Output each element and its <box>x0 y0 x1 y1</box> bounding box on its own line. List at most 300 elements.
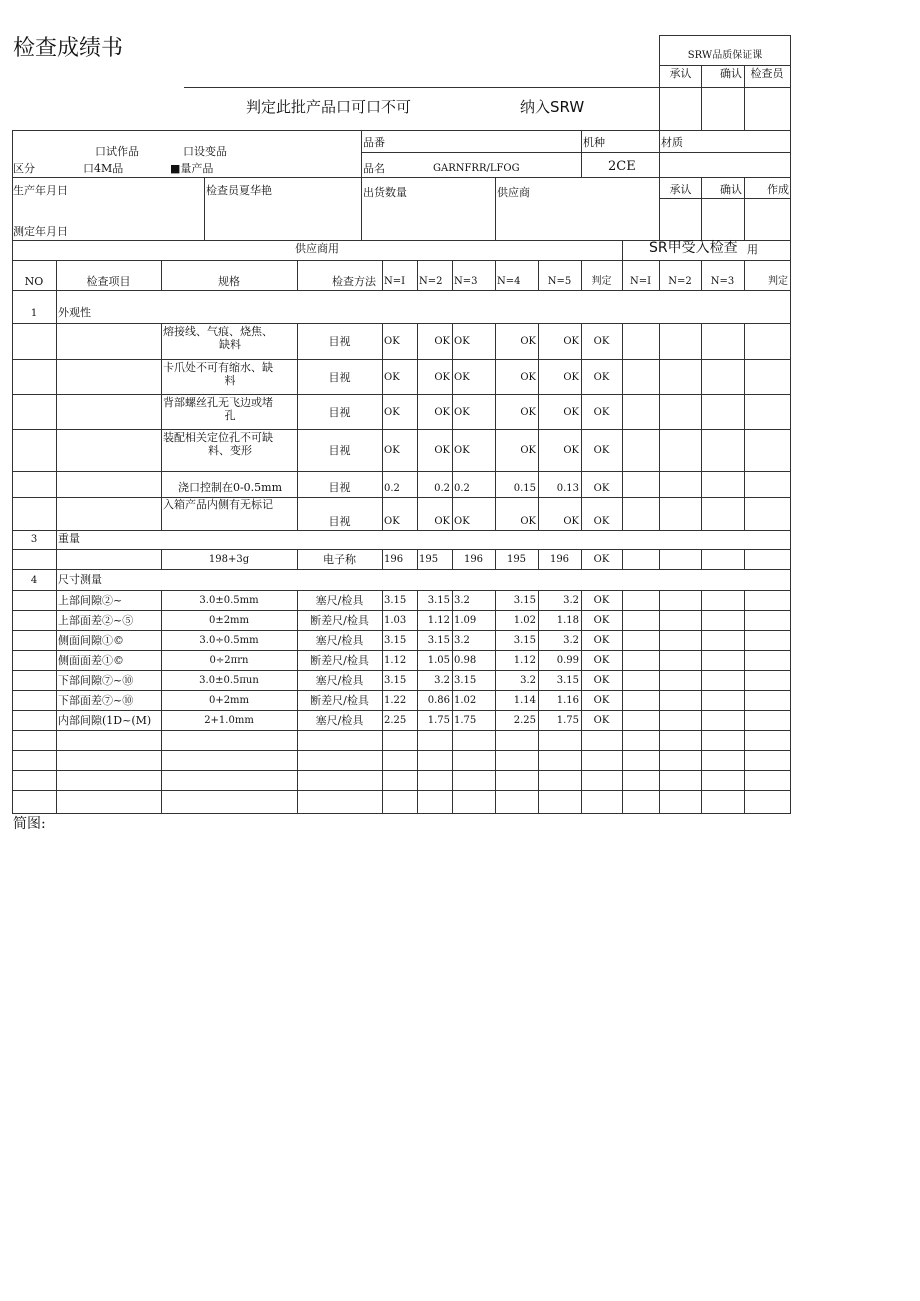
row-col-line <box>382 429 383 471</box>
row-col-line <box>452 710 453 730</box>
row-col-line <box>382 730 383 750</box>
header-col-line <box>417 260 418 290</box>
row-col-line <box>659 730 660 750</box>
spec-text: 3.0÷0.5mm <box>199 635 259 646</box>
row-col-line <box>382 610 383 630</box>
row-col-line <box>744 590 745 610</box>
measure-value: OK <box>384 407 400 418</box>
row-col-line <box>622 750 623 770</box>
row-col-line <box>659 750 660 770</box>
header-cell: N=I <box>629 276 652 287</box>
header-cell: N=3 <box>454 276 478 287</box>
row-col-line <box>622 497 623 530</box>
row-col-line <box>56 750 57 770</box>
row-col-line <box>701 610 702 630</box>
measure-date-label: 测定年月日 <box>13 225 68 238</box>
measure-value: 2.25 <box>384 715 407 726</box>
part-name-label: 品名 <box>363 162 385 175</box>
measure-value: 0.2 <box>384 483 400 494</box>
measure-value: 3.2 <box>434 675 450 686</box>
row-col-line <box>622 690 623 710</box>
spec-text: 0÷2πrn <box>209 655 249 666</box>
row-col-line <box>538 630 539 650</box>
row-border <box>12 650 791 651</box>
row-col-line <box>744 549 745 569</box>
row-col-line <box>417 790 418 813</box>
section-col-line <box>56 290 57 323</box>
row-col-line <box>538 730 539 750</box>
measure-value: 1.09 <box>454 615 477 626</box>
measure-value: 195 <box>506 554 527 565</box>
row-col-line <box>744 750 745 770</box>
row-col-line <box>622 429 623 471</box>
row-col-line <box>659 770 660 790</box>
item-text: 侧面面差①© <box>58 654 124 667</box>
measure-value: 0.86 <box>427 695 450 706</box>
row-border <box>12 770 791 771</box>
top-role-inspector: 检查员 <box>750 67 784 80</box>
spec-text: 0+2mm <box>208 695 250 706</box>
row-border <box>12 323 791 324</box>
row-col-line <box>622 359 623 394</box>
measure-value: 1.75 <box>556 715 579 726</box>
measure-value: 1.16 <box>556 695 579 706</box>
model-value: 2CE <box>608 159 636 174</box>
row-col-line <box>701 590 702 610</box>
method-text: 目视 <box>328 371 351 384</box>
spec-line-2: 孔 <box>224 409 236 422</box>
row-col-line <box>417 429 418 471</box>
spec-line-2: 缺料 <box>219 338 241 351</box>
row-col-line <box>161 429 162 471</box>
sr-accept-label: SR甲受入检查 <box>649 240 738 256</box>
row-col-line <box>744 790 745 813</box>
measure-value: 196 <box>463 554 484 565</box>
info-name-row-bottom <box>12 177 791 178</box>
row-col-line <box>659 429 660 471</box>
row-col-line <box>701 549 702 569</box>
row-col-line <box>452 790 453 813</box>
row-col-line <box>56 394 57 429</box>
measure-value: OK <box>434 445 450 456</box>
section-name: 重量 <box>58 532 80 545</box>
row-col-line <box>56 730 57 750</box>
header-cell: N=5 <box>547 276 572 287</box>
supplier-label: 供应商 <box>497 186 530 199</box>
spec-line-1: 装配相关定位孔不可缺 <box>163 431 273 444</box>
measure-value: OK <box>454 372 470 383</box>
measure-value: OK <box>384 445 400 456</box>
row-col-line <box>744 710 745 730</box>
measure-value: OK <box>520 336 536 347</box>
row-col-line <box>452 770 453 790</box>
item-text: 上部间隙②~ <box>58 594 123 607</box>
measure-value: OK <box>434 516 450 527</box>
row-col-line <box>581 770 582 790</box>
row-border <box>12 750 791 751</box>
mass-product-option: ■量产品 <box>170 162 214 175</box>
measure-value: OK <box>434 407 450 418</box>
row-col-line <box>701 394 702 429</box>
row-col-line <box>659 590 660 610</box>
approval-box-right <box>790 35 791 130</box>
row-col-line <box>701 790 702 813</box>
row-col-line <box>452 730 453 750</box>
row-col-line <box>417 549 418 569</box>
measure-value: 1.18 <box>556 615 579 626</box>
row-col-line <box>538 394 539 429</box>
measure-value: 3.15 <box>384 595 407 606</box>
header-col-line <box>452 260 453 290</box>
supplier-use-label: 供应商用 <box>295 242 339 255</box>
sign-role-create: 作成 <box>767 183 789 196</box>
row-col-line <box>417 471 418 497</box>
header-cell: 规格 <box>218 275 240 288</box>
row-col-line <box>161 730 162 750</box>
method-text: 塞尺/检具 <box>315 714 364 727</box>
row-col-line <box>417 750 418 770</box>
spec-text: 3.0±0.5πun <box>199 675 259 686</box>
row-col-line <box>744 359 745 394</box>
row-col-line <box>452 650 453 670</box>
row-col-line <box>538 549 539 569</box>
row-border <box>12 590 791 591</box>
measure-value: 3.2 <box>563 635 579 646</box>
trial-item-option: 口试作品 <box>95 145 139 158</box>
row-border <box>12 530 791 531</box>
method-text: 塞尺/检具 <box>315 634 364 647</box>
row-col-line <box>56 429 57 471</box>
method-text: 目视 <box>328 335 351 348</box>
measure-value: 1.03 <box>384 615 407 626</box>
part-no-label: 品番 <box>363 136 385 149</box>
method-text: 目视 <box>328 481 351 494</box>
4m-option: 口4M品 <box>83 162 124 175</box>
method-text: 目视 <box>328 406 351 419</box>
measure-value: 3.15 <box>513 595 536 606</box>
measure-value: 1.14 <box>513 695 536 706</box>
deliver-to: 纳入SRW <box>520 98 585 116</box>
spec-text: 入箱产品内侧有无标记 <box>163 498 273 511</box>
info-col-supplier <box>495 177 496 240</box>
row-col-line <box>744 610 745 630</box>
info-col-inspector <box>204 177 205 240</box>
method-text: 电子称 <box>323 553 356 566</box>
row-col-line <box>538 650 539 670</box>
measure-value: 196 <box>549 554 570 565</box>
judge-value: OK <box>593 595 610 606</box>
row-col-line <box>417 650 418 670</box>
row-border <box>12 569 791 570</box>
measure-value: 0.15 <box>513 483 536 494</box>
row-col-line <box>659 630 660 650</box>
row-col-line <box>701 650 702 670</box>
section-col-line <box>56 530 57 549</box>
measure-value: 0.2 <box>454 483 470 494</box>
row-col-line <box>744 497 745 530</box>
row-border <box>12 730 791 731</box>
item-text: 侧面间隙①© <box>58 634 124 647</box>
item-text: 下部面差⑦~⑩ <box>58 694 134 707</box>
measure-value: OK <box>563 445 579 456</box>
row-col-line <box>622 650 623 670</box>
measure-value: OK <box>520 372 536 383</box>
row-col-line <box>56 590 57 610</box>
row-col-line <box>622 670 623 690</box>
header-cell: N=3 <box>710 276 735 287</box>
measure-value: 1.12 <box>513 655 536 666</box>
header-col-line <box>495 260 496 290</box>
row-col-line <box>701 690 702 710</box>
row-col-line <box>452 590 453 610</box>
measure-value: OK <box>520 445 536 456</box>
spec-line-1: 卡爪处不可有缩水、缺 <box>163 361 273 374</box>
row-col-line <box>538 690 539 710</box>
row-col-line <box>538 670 539 690</box>
judge-value: OK <box>593 516 610 527</box>
judge-value: OK <box>593 615 610 626</box>
measure-value: 1.12 <box>427 615 450 626</box>
measure-value: 1.02 <box>513 615 536 626</box>
measure-value: OK <box>434 372 450 383</box>
row-col-line <box>382 590 383 610</box>
item-text: 上部面差②~⑤ <box>58 614 134 627</box>
spec-text: 0±2mm <box>208 615 250 626</box>
row-col-line <box>622 471 623 497</box>
measure-value: 3.15 <box>454 675 477 686</box>
row-col-line <box>452 610 453 630</box>
row-border <box>12 670 791 671</box>
row-col-line <box>538 471 539 497</box>
measure-value: OK <box>563 516 579 527</box>
row-col-line <box>56 710 57 730</box>
row-col-line <box>495 710 496 730</box>
row-col-line <box>495 549 496 569</box>
header-cell: 检查方法 <box>332 275 376 288</box>
measure-value: OK <box>384 336 400 347</box>
row-col-line <box>452 394 453 429</box>
measure-value: 3.2 <box>520 675 536 686</box>
page-title: 检查成绩书 <box>13 36 124 61</box>
row-col-line <box>744 471 745 497</box>
row-col-line <box>538 590 539 610</box>
row-col-line <box>495 471 496 497</box>
section-no: 4 <box>30 575 38 586</box>
row-col-line <box>701 630 702 650</box>
row-col-line <box>56 497 57 530</box>
row-col-line <box>538 770 539 790</box>
measure-value: 3.15 <box>384 635 407 646</box>
row-col-line <box>161 497 162 530</box>
section-name: 尺寸测量 <box>58 573 102 586</box>
spec-line-1: 熔接线、气痕、烧焦、 <box>163 325 273 338</box>
measure-value: 0.99 <box>556 655 579 666</box>
row-col-line <box>659 650 660 670</box>
judge-value: OK <box>593 407 610 418</box>
row-border <box>12 610 791 611</box>
row-col-line <box>417 630 418 650</box>
row-col-line <box>744 323 745 359</box>
row-col-line <box>622 610 623 630</box>
judge-value: OK <box>593 635 610 646</box>
row-col-line <box>417 730 418 750</box>
row-col-line <box>161 394 162 429</box>
header-cell: N=2 <box>668 276 692 287</box>
row-col-line <box>382 710 383 730</box>
row-col-line <box>56 471 57 497</box>
row-border <box>12 549 791 550</box>
measure-value: 3.15 <box>556 675 579 686</box>
info-col-part <box>361 130 362 240</box>
method-text: 目视 <box>328 444 351 457</box>
row-col-line <box>581 750 582 770</box>
sr-accept-use: 用 <box>747 243 758 256</box>
row-col-line <box>495 650 496 670</box>
method-text: 断差尺/检具 <box>310 694 369 707</box>
info-use-divider <box>622 240 623 260</box>
row-col-line <box>382 750 383 770</box>
row-col-line <box>382 670 383 690</box>
row-col-line <box>56 650 57 670</box>
quality-dept-label: SRW品质保证课 <box>687 50 763 61</box>
row-col-line <box>659 471 660 497</box>
row-col-line <box>538 429 539 471</box>
row-col-line <box>417 610 418 630</box>
spec-line-1: 背部螺丝孔无飞边或堵 <box>163 396 273 409</box>
category-label: 区分 <box>13 162 35 175</box>
header-cell: 判定 <box>591 276 612 287</box>
row-col-line <box>161 323 162 359</box>
row-col-line <box>538 323 539 359</box>
row-col-line <box>382 323 383 359</box>
measure-value: OK <box>563 372 579 383</box>
row-col-line <box>382 690 383 710</box>
measure-value: 3.2 <box>454 635 470 646</box>
row-col-line <box>744 770 745 790</box>
row-col-line <box>622 394 623 429</box>
section-no: 1 <box>30 308 38 319</box>
row-col-line <box>495 610 496 630</box>
row-col-line <box>744 690 745 710</box>
row-col-line <box>382 630 383 650</box>
row-col-line <box>297 730 298 750</box>
row-col-line <box>538 790 539 813</box>
sketch-label: 简图: <box>13 816 46 832</box>
row-col-line <box>701 750 702 770</box>
measure-value: OK <box>384 372 400 383</box>
header-cell: 检查项目 <box>86 275 131 288</box>
row-col-line <box>701 429 702 471</box>
row-col-line <box>701 730 702 750</box>
row-border <box>12 690 791 691</box>
row-col-line <box>622 323 623 359</box>
material-label: 材质 <box>661 136 683 149</box>
row-col-line <box>701 359 702 394</box>
row-col-line <box>659 359 660 394</box>
measure-value: 2.25 <box>513 715 536 726</box>
item-text: 内部间隙(1D~(M) <box>58 714 152 727</box>
measure-value: 3.2 <box>454 595 470 606</box>
measure-value: 1.12 <box>384 655 407 666</box>
sign-role-confirm: 确认 <box>720 183 742 196</box>
measure-value: 0.13 <box>556 483 579 494</box>
row-col-line <box>495 429 496 471</box>
section-col-line <box>56 569 57 590</box>
judge-value: OK <box>593 445 610 456</box>
row-col-line <box>56 770 57 790</box>
row-col-line <box>452 323 453 359</box>
production-date-label: 生产年月日 <box>13 184 68 197</box>
header-bottom-border <box>12 290 791 291</box>
row-col-line <box>701 770 702 790</box>
row-col-line <box>659 710 660 730</box>
judge-value: OK <box>593 554 610 565</box>
row-border <box>12 359 791 360</box>
row-col-line <box>659 610 660 630</box>
row-col-line <box>744 730 745 750</box>
row-col-line <box>297 750 298 770</box>
judge-value: OK <box>593 336 610 347</box>
row-col-line <box>622 590 623 610</box>
row-col-line <box>382 359 383 394</box>
row-col-line <box>538 710 539 730</box>
judge-value: OK <box>593 483 610 494</box>
row-col-line <box>622 630 623 650</box>
row-col-line <box>382 790 383 813</box>
measure-value: 3.15 <box>384 675 407 686</box>
header-cell: N=2 <box>419 276 443 287</box>
approval-box-roles-bottom <box>659 87 791 88</box>
row-col-line <box>701 323 702 359</box>
row-col-line <box>161 359 162 394</box>
header-cell: 判定 <box>768 276 788 287</box>
row-col-line <box>701 471 702 497</box>
spec-text: 3.0±0.5mm <box>199 595 259 606</box>
row-col-line <box>56 670 57 690</box>
measure-value: OK <box>520 516 536 527</box>
row-col-line <box>56 359 57 394</box>
judge-value: OK <box>593 715 610 726</box>
row-border <box>12 790 791 791</box>
row-border <box>12 471 791 472</box>
method-text: 塞尺/检具 <box>315 674 364 687</box>
row-col-line <box>417 690 418 710</box>
row-col-line <box>538 750 539 770</box>
spec-text: 浇口控制在0-0.5mm <box>177 481 283 494</box>
row-col-line <box>581 790 582 813</box>
row-border <box>12 710 791 711</box>
row-col-line <box>56 790 57 813</box>
model-label: 机种 <box>583 136 605 149</box>
row-col-line <box>538 497 539 530</box>
header-cell: N=4 <box>497 276 521 287</box>
approval-box-divider <box>659 65 791 66</box>
measure-value: OK <box>563 336 579 347</box>
row-col-line <box>452 630 453 650</box>
section-name: 外观性 <box>58 306 91 319</box>
part-name-value: GARNFRR/LFOG <box>433 163 520 174</box>
row-col-line <box>495 790 496 813</box>
row-col-line <box>495 750 496 770</box>
row-col-line <box>161 790 162 813</box>
judge-value: OK <box>593 655 610 666</box>
row-col-line <box>744 394 745 429</box>
row-col-line <box>744 429 745 471</box>
measure-value: 0.2 <box>434 483 450 494</box>
row-col-line <box>495 359 496 394</box>
measure-value: 3.15 <box>427 595 450 606</box>
measure-value: OK <box>434 336 450 347</box>
